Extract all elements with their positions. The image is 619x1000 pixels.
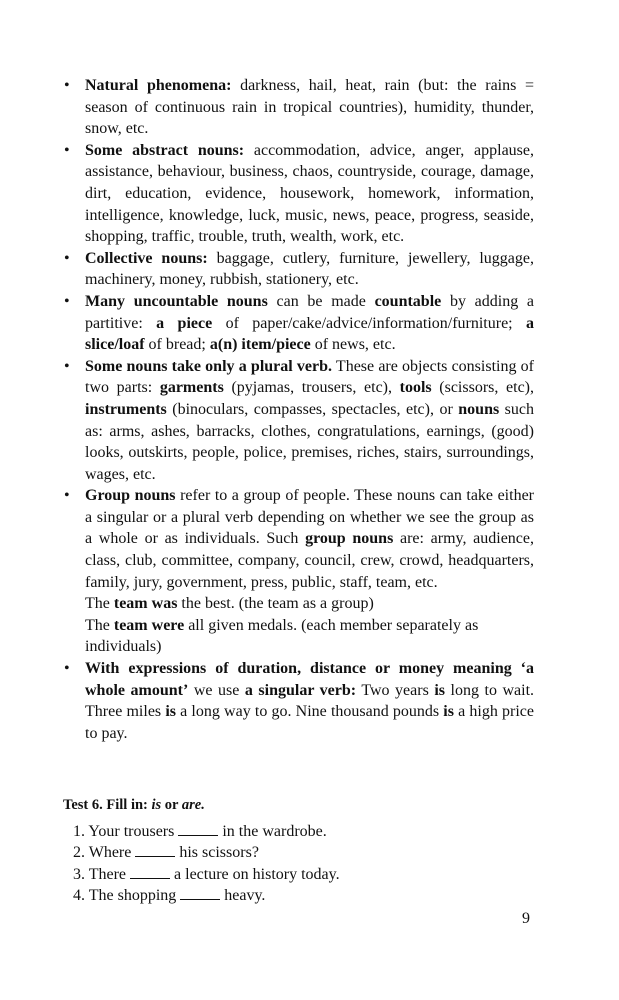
rule-text: (scissors, etc), (431, 379, 534, 397)
rule-heading: Some nouns take only a plural verb. (85, 357, 333, 375)
item-number: 2. (73, 844, 85, 862)
rule-heading: Many uncountable nouns (85, 292, 268, 310)
test-word-are: are. (181, 797, 205, 813)
bold-term: is (443, 703, 454, 721)
bold-term: a piece (156, 314, 213, 332)
list-item (64, 356, 534, 486)
rule-text: These are objects consisting of two parts: (85, 357, 535, 397)
item-text: a lecture on history today. (174, 865, 340, 883)
test-label: Test 6. Fill in: (63, 797, 152, 813)
rule-heading: Collective nouns: (85, 249, 208, 267)
list-item (64, 248, 534, 291)
rule-heading: Natural phenomena: (85, 77, 232, 94)
bold-term: instruments (85, 400, 167, 418)
rule-text: of news, etc. (310, 336, 396, 354)
bold-term: a singular verb: (244, 681, 357, 699)
exercise-item (73, 821, 533, 843)
exercise-item (73, 842, 533, 864)
example-text: The (85, 595, 114, 613)
item-text: The shopping (88, 887, 177, 905)
exercise-item (73, 885, 533, 907)
rule-text: refer to a group of people. These nouns can take either a singular or a plural verb depending on whether we see the group as a whole or as individuals. Such (85, 487, 534, 548)
bold-term: tools (399, 379, 432, 397)
rule-text: we use (188, 681, 245, 699)
rule-text: long to wait. Three miles (85, 681, 535, 721)
example-text: all given medals. (each member separately as individuals) (85, 616, 479, 656)
item-text: his scissors? (179, 844, 259, 862)
fill-blank[interactable] (178, 823, 218, 836)
rule-text: a high price to pay. (85, 703, 534, 742)
bold-term: countable (374, 292, 442, 310)
grammar-rules-list (64, 75, 534, 744)
test-word-or: or (161, 797, 182, 813)
test-exercise (63, 795, 533, 907)
rule-text: such as: arms, ashes, barracks, clothes, congratulations, earnings, (good) looks, outskirts, people, police, premises, riches, stairs, surroundings, wages, etc. (85, 400, 535, 483)
example-sentence (85, 593, 534, 615)
rule-text: of bread; (144, 336, 210, 354)
rule-text: by adding a partitive: (85, 292, 534, 332)
rule-text: can be made (267, 292, 375, 310)
item-number: 3. (73, 865, 85, 883)
list-item (64, 485, 534, 658)
rule-text: darkness, hail, heat, rain (but: the rains = season of continuous rain in tropical countries), humidity, thunder, snow, etc. (85, 77, 535, 138)
rule-heading: Group nouns (85, 487, 176, 505)
rule-text: (binoculars, compasses, spectacles, etc), or (166, 400, 459, 418)
bold-term: a(n) item/piece (209, 336, 311, 354)
item-number: 4. (73, 887, 85, 905)
rule-text: are: army, audience, class, club, committee, company, council, crew, crowd, headquarters, family, jury, government, press, public, staff, team, etc. (85, 530, 535, 591)
fill-blank[interactable] (180, 887, 220, 900)
rule-text: of paper/cake/advice/information/furniture; (212, 314, 527, 332)
item-text: in the wardrobe. (222, 822, 327, 840)
rule-text: a long way to go. Nine thousand pounds (175, 703, 444, 721)
item-number: 1. (73, 822, 85, 840)
list-item (64, 291, 534, 356)
item-text: Where (88, 844, 132, 862)
fill-blank[interactable] (130, 866, 170, 879)
item-text: Your trousers (88, 822, 175, 840)
bold-term: a slice/loaf (85, 314, 535, 354)
bold-term: team were (113, 616, 185, 634)
fill-blank[interactable] (135, 844, 175, 857)
rule-text: Two years (356, 681, 435, 699)
test-word-is: is (151, 797, 162, 813)
bold-term: is (434, 681, 445, 699)
list-item (64, 75, 534, 140)
item-text: heavy. (224, 887, 266, 905)
example-text: The (85, 616, 114, 634)
exercise-item (73, 864, 533, 886)
bold-term: team was (113, 595, 178, 613)
example-sentence (85, 615, 534, 658)
bold-term: garments (159, 379, 224, 397)
bold-term: group nouns (305, 530, 394, 548)
rule-text: (pyjamas, trousers, etc), (223, 379, 400, 397)
list-item (64, 658, 534, 744)
example-text: the best. (the team as a group) (177, 595, 374, 613)
rule-text: baggage, cutlery, furniture, jewellery, luggage, machinery, money, rubbish, stationery, etc. (85, 249, 535, 289)
test-title (63, 795, 533, 817)
rule-text: accommodation, advice, anger, applause, assistance, behaviour, business, chaos, countryside, courage, damage, dirt, education, evidence, housework, homework, information, intelligence, knowledge, luck, music, news, peace, progress, seaside, shopping, traffic, trouble, truth, wealth, work, etc. (85, 141, 534, 246)
bold-term: nouns (458, 400, 500, 418)
page-number: 9 (522, 910, 530, 927)
exercise-list (63, 821, 533, 907)
item-text: There (88, 865, 127, 883)
rule-heading: With expressions of duration, distance or money meaning ‘a whole amount’ (85, 660, 534, 699)
list-item (64, 140, 534, 248)
bold-term: is (165, 703, 176, 721)
rule-heading: Some abstract nouns: (85, 141, 245, 159)
